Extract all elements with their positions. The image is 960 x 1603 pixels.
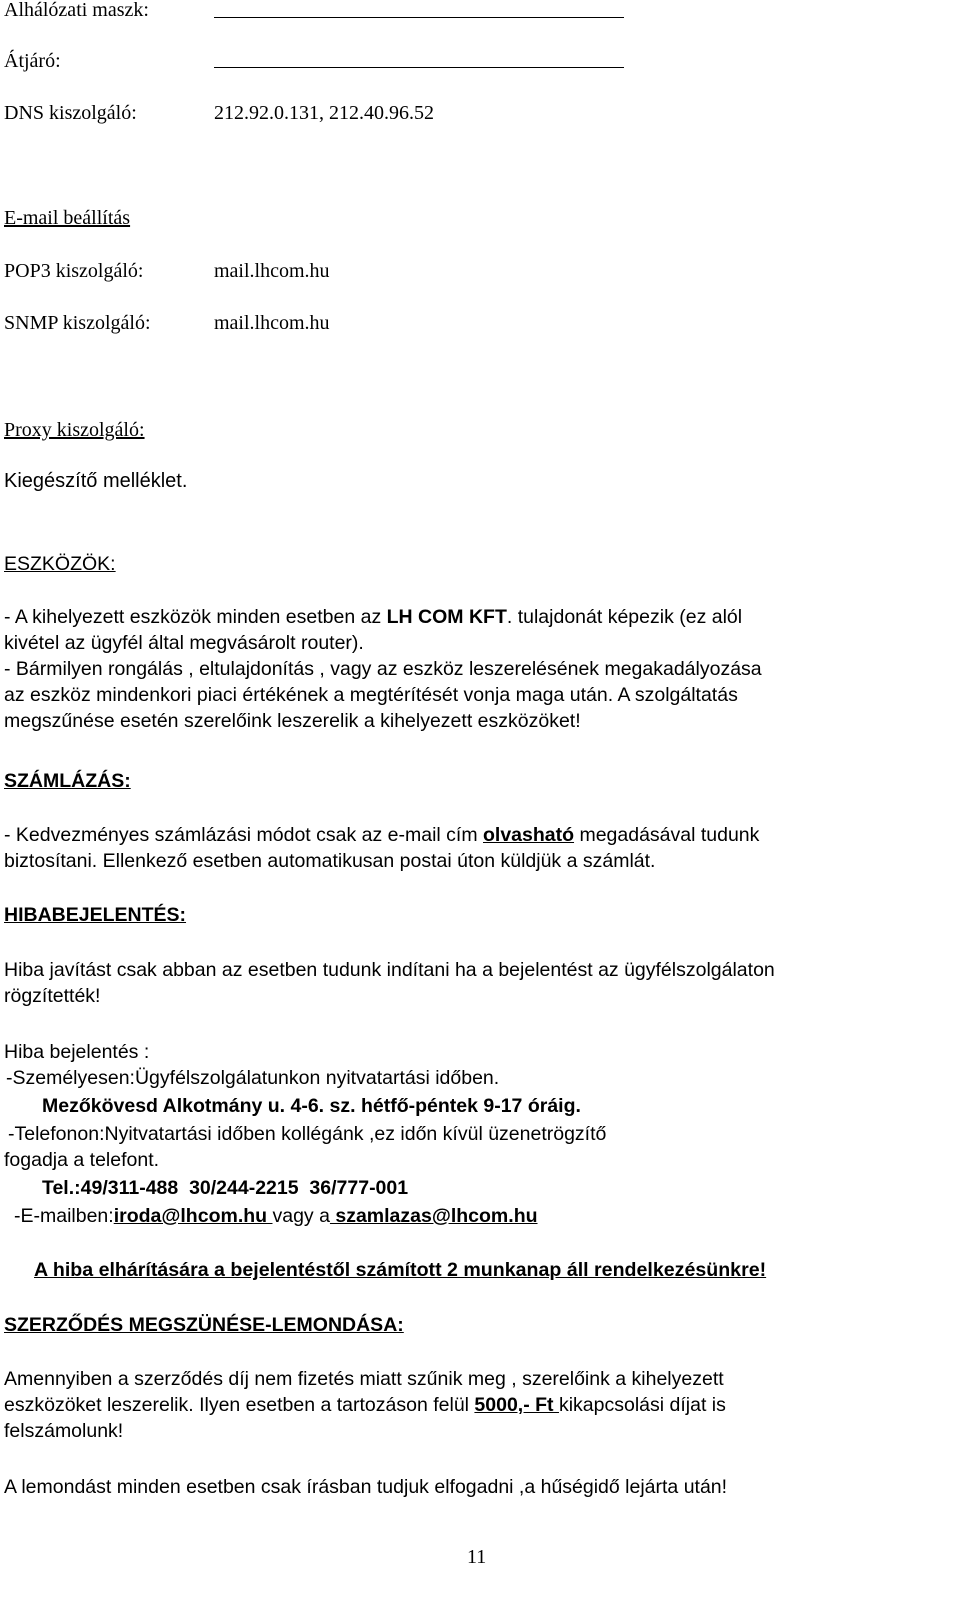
snmp-label: SNMP kiszolgáló: — [4, 312, 151, 334]
termination-heading: SZERZŐDÉS MEGSZÜNÉSE-LEMONDÁSA: — [4, 1314, 404, 1336]
devices-heading: ESZKÖZÖK: — [4, 553, 116, 575]
devices-paragraph-2-line-3: megszűnése esetén szerelőink leszerelik a kihelyezett eszközöket! — [4, 710, 581, 732]
pop3-label: POP3 kiszolgáló: — [4, 260, 144, 282]
gateway-label: Átjáró: — [4, 50, 61, 72]
devices-paragraph-1-line-1: - A kihelyezett eszközök minden esetben az LH COM KFT. tulajdonát képezik (ez alól — [4, 606, 743, 628]
page-number: 11 — [467, 1546, 487, 1568]
subnet-mask-label: Alhálózati maszk: — [4, 0, 149, 21]
devices-paragraph-1-line-2: kivétel az ügyfél által megvásárolt router). — [4, 632, 364, 654]
fault-intro-line-2: rögzítették! — [4, 985, 101, 1007]
subnet-mask-blank-line — [214, 17, 624, 18]
proxy-label: Proxy kiszolgáló: — [4, 419, 145, 441]
devices-paragraph-2-line-1: - Bármilyen rongálás , eltulajdonítás , vagy az eszköz leszerelésének megakadályozása — [4, 658, 762, 680]
email-link-szamlazas[interactable]: szamlazas@lhcom.hu — [329, 1205, 538, 1227]
fault-phone-line-2: fogadja a telefont. — [4, 1149, 160, 1171]
pop3-value: mail.lhcom.hu — [214, 260, 330, 282]
dns-label: DNS kiszolgáló: — [4, 102, 137, 124]
fault-report-label: Hiba bejelentés : — [4, 1041, 150, 1063]
termination-paragraph-2: A lemondást minden esetben csak írásban tudjuk elfogadni ,a hűségidő lejárta után! — [4, 1476, 728, 1498]
termination-paragraph-1-line-1: Amennyiben a szerződés díj nem fizetés miatt szűnik meg , szerelőink a kihelyezett — [4, 1368, 724, 1390]
email-link-iroda[interactable]: iroda@lhcom.hu — [113, 1205, 273, 1227]
termination-paragraph-1-line-3: felszámolunk! — [4, 1420, 124, 1442]
devices-paragraph-2-line-2: az eszköz mindenkori piaci értékének a megtérítését vonja maga után. A szolgáltatás — [4, 684, 738, 706]
billing-heading: SZÁMLÁZÁS: — [4, 770, 131, 792]
snmp-value: mail.lhcom.hu — [214, 312, 330, 334]
termination-paragraph-1-line-2: eszközöket leszerelik. Ilyen esetben a tartozáson felül 5000,- Ft kikapcsolási díjat is — [4, 1394, 726, 1416]
fault-phone-line-1: -Telefonon:Nyitvatartási időben kollégánk ,ez időn kívül üzenetrögzítő — [8, 1123, 607, 1145]
billing-line-2: biztosítani. Ellenkező esetben automatikusan postai úton küldjük a számlát. — [4, 850, 656, 872]
billing-line-1: - Kedvezményes számlázási módot csak az e-mail cím olvasható megadásával tudunk — [4, 824, 760, 846]
email-settings-heading: E-mail beállítás — [4, 207, 131, 229]
fault-availability-notice: A hiba elhárítására a bejelentéstől számított 2 munkanap áll rendelkezésünkre! — [34, 1259, 767, 1281]
fault-office-address: Mezőkövesd Alkotmány u. 4-6. sz. hétfő-péntek 9-17 óráig. — [42, 1095, 581, 1117]
gateway-blank-line — [214, 67, 624, 68]
dns-value: 212.92.0.131, 212.40.96.52 — [214, 102, 434, 124]
fault-email-line: -E-mailben:iroda@lhcom.hu vagy a szamlazas@lhcom.hu — [14, 1205, 538, 1227]
fault-phone-numbers: Tel.:49/311-488 30/244-2215 36/777-001 — [42, 1177, 409, 1199]
supplement-title: Kiegészítő melléklet. — [4, 470, 188, 492]
fault-intro-line-1: Hiba javítást csak abban az esetben tudunk indítani ha a bejelentést az ügyfélszolgálaton — [4, 959, 775, 981]
fault-heading: HIBABEJELENTÉS: — [4, 904, 187, 926]
fault-in-person: -Személyesen:Ügyfélszolgálatunkon nyitvatartási időben. — [6, 1067, 500, 1089]
